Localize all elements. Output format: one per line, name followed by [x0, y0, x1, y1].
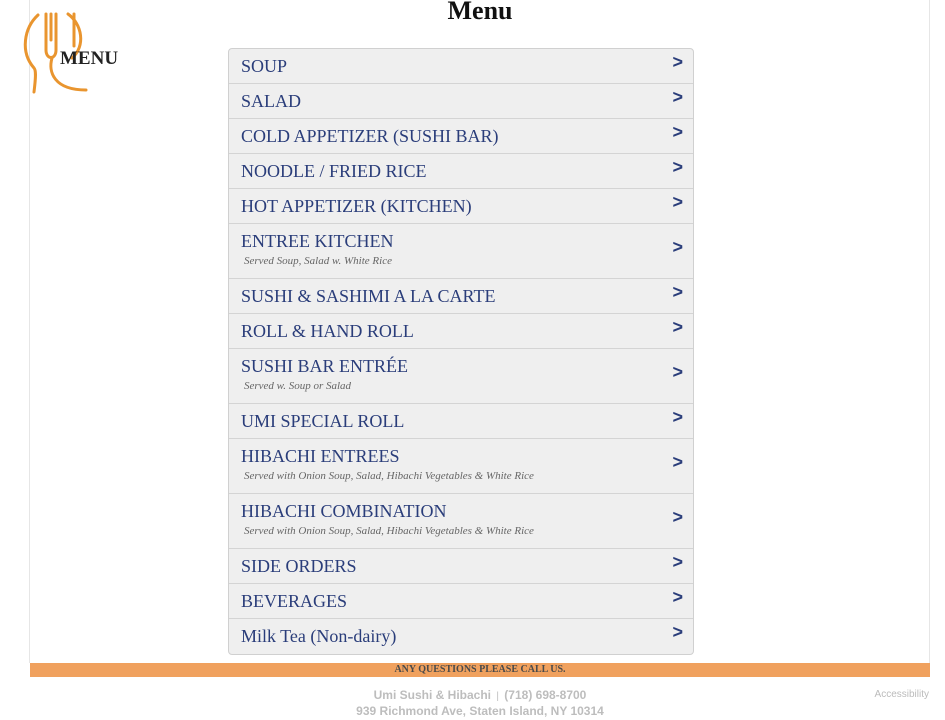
- chevron-right-icon: >: [672, 282, 683, 302]
- address-text: 939 Richmond Ave, Staten Island, NY 10314: [356, 704, 604, 718]
- accessibility-link[interactable]: Accessibility: [874, 689, 929, 700]
- menu-category-item[interactable]: [229, 439, 693, 494]
- menu-category-item[interactable]: [229, 224, 693, 279]
- chevron-right-icon: >: [672, 407, 683, 427]
- menu-category-item[interactable]: [229, 619, 693, 654]
- call-us-banner: ANY QUESTIONS PLEASE CALL US.: [30, 663, 930, 677]
- menu-category-label: HIBACHI COMBINATION: [241, 501, 447, 521]
- menu-category-label: ENTREE KITCHEN: [241, 231, 394, 251]
- restaurant-name: Umi Sushi & Hibachi: [373, 688, 491, 702]
- menu-category-label: BEVERAGES: [241, 591, 348, 611]
- footer-separator: |: [496, 691, 499, 702]
- menu-category-note: Served with Onion Soup, Salad, Hibachi Vegetables & White Rice: [244, 525, 534, 537]
- chevron-right-icon: >: [672, 622, 683, 642]
- menu-category-label: UMI SPECIAL ROLL: [241, 411, 405, 431]
- chevron-right-icon: >: [672, 52, 683, 72]
- chevron-right-icon: >: [672, 317, 683, 337]
- menu-category-list: [228, 48, 694, 655]
- menu-category-label: ROLL & HAND ROLL: [241, 321, 414, 341]
- menu-category-label: HOT APPETIZER (KITCHEN): [241, 196, 472, 216]
- footer: [0, 688, 945, 718]
- menu-category-label: SUSHI BAR ENTRÉE: [241, 356, 409, 376]
- menu-category-label: COLD APPETIZER (SUSHI BAR): [241, 126, 499, 146]
- menu-category-label: SALAD: [241, 91, 302, 111]
- chevron-right-icon: >: [672, 507, 683, 527]
- menu-category-item[interactable]: [229, 154, 693, 189]
- menu-category-item[interactable]: [229, 584, 693, 619]
- menu-category-label: HIBACHI ENTREES: [241, 446, 400, 466]
- phone-link[interactable]: (718) 698-8700: [504, 688, 587, 702]
- menu-category-item[interactable]: [229, 314, 693, 349]
- menu-category-item[interactable]: [229, 84, 693, 119]
- menu-category-item[interactable]: [229, 549, 693, 584]
- chevron-right-icon: >: [672, 587, 683, 607]
- menu-category-note: Served with Onion Soup, Salad, Hibachi Vegetables & White Rice: [244, 470, 534, 482]
- menu-category-note: Served Soup, Salad w. White Rice: [244, 255, 392, 267]
- menu-category-item[interactable]: [229, 49, 693, 84]
- chevron-right-icon: >: [672, 192, 683, 212]
- menu-category-label: Milk Tea (Non-dairy): [241, 626, 397, 646]
- menu-category-label: NOODLE / FRIED RICE: [241, 161, 427, 181]
- chevron-right-icon: >: [672, 362, 683, 382]
- chevron-right-icon: >: [672, 87, 683, 107]
- menu-category-item[interactable]: [229, 189, 693, 224]
- menu-nav-label[interactable]: MENU: [60, 48, 119, 69]
- chevron-right-icon: >: [672, 157, 683, 177]
- chevron-right-icon: >: [672, 452, 683, 472]
- menu-category-item[interactable]: [229, 279, 693, 314]
- menu-category-label: SOUP: [241, 56, 288, 76]
- menu-category-label: SIDE ORDERS: [241, 556, 357, 576]
- menu-category-item[interactable]: [229, 494, 693, 549]
- chevron-right-icon: >: [672, 237, 683, 257]
- menu-category-item[interactable]: [229, 349, 693, 404]
- menu-category-note: Served w. Soup or Salad: [244, 380, 352, 392]
- footer-contact-line: [0, 688, 945, 704]
- menu-category-item[interactable]: [229, 119, 693, 154]
- menu-category-label: SUSHI & SASHIMI A LA CARTE: [241, 286, 496, 306]
- chevron-right-icon: >: [672, 122, 683, 142]
- chevron-right-icon: >: [672, 552, 683, 572]
- page-title: Menu: [447, 0, 513, 25]
- menu-category-item[interactable]: [229, 404, 693, 439]
